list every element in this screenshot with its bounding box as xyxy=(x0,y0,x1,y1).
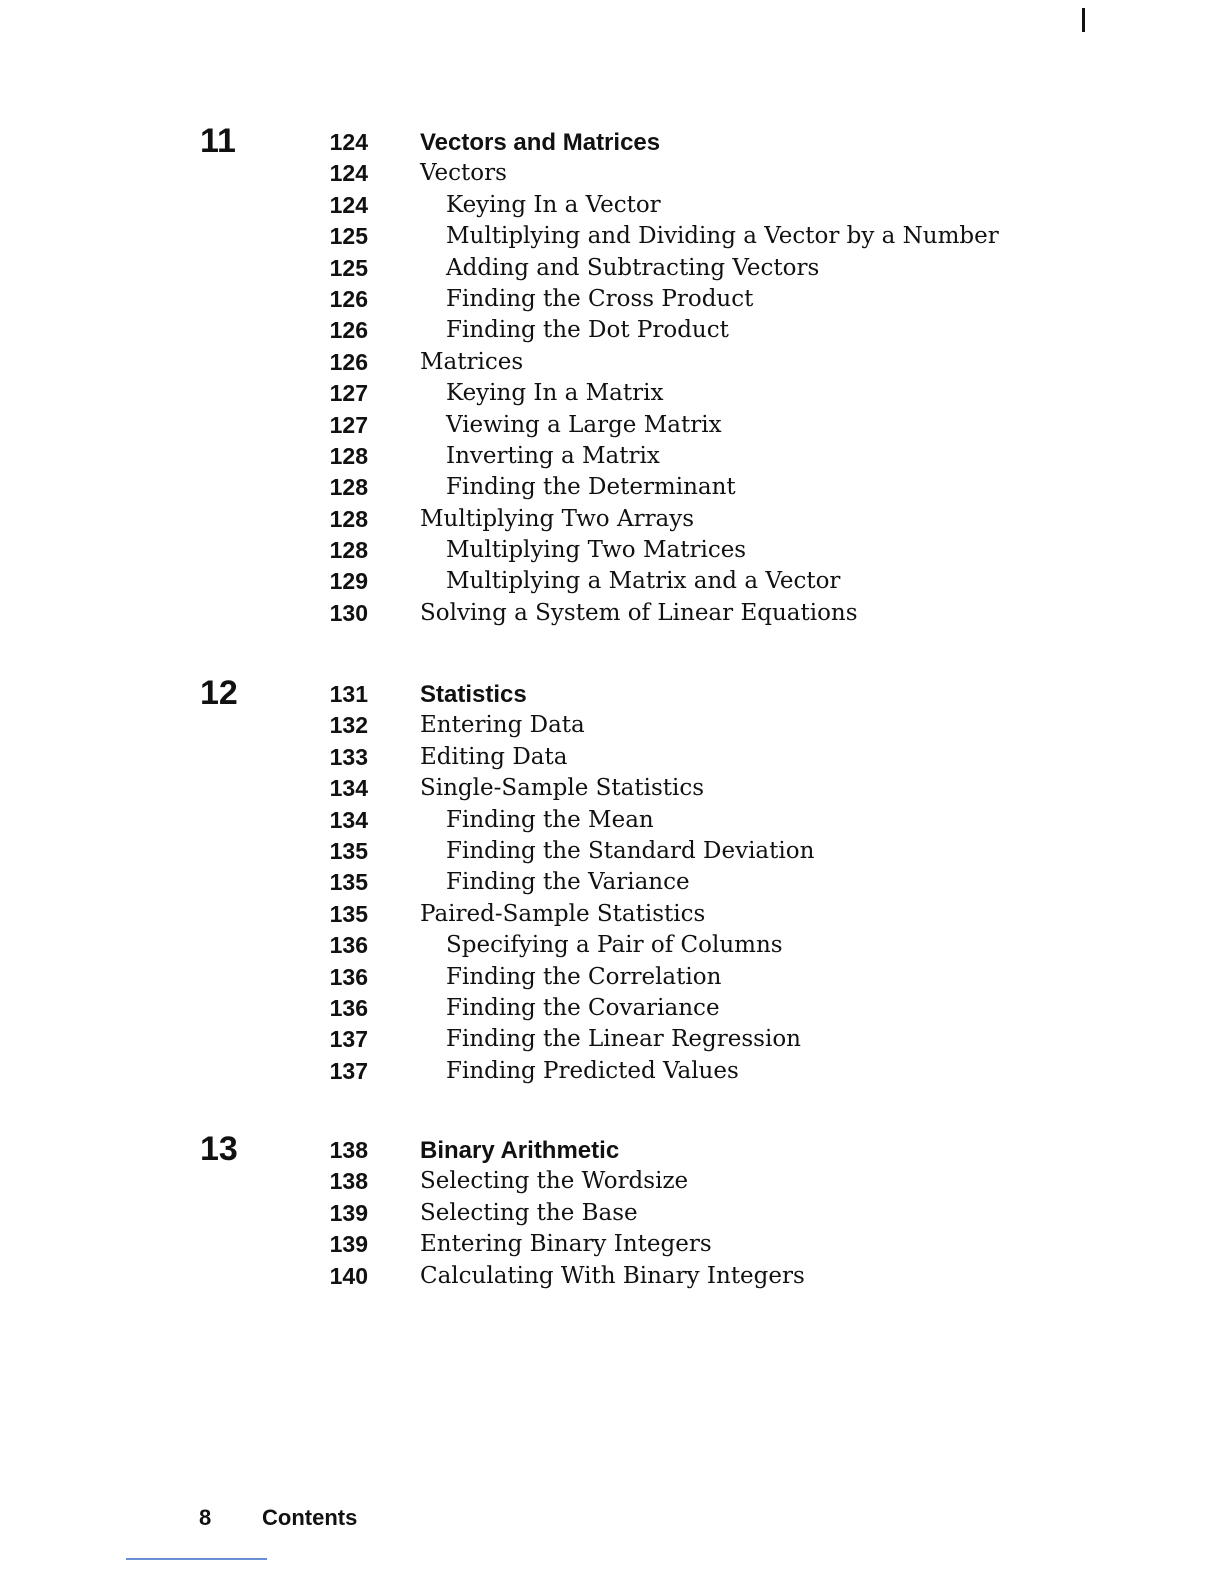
chapter-number: 12 xyxy=(200,674,238,712)
subsection-title: Inverting a Matrix xyxy=(446,442,660,469)
chapter-title: Vectors and Matrices xyxy=(420,129,661,156)
section-title: Entering Binary Integers xyxy=(420,1231,712,1258)
toc-entry[interactable] xyxy=(0,1024,1224,1055)
chapter-13 xyxy=(0,1130,1224,1292)
page-number: 136 xyxy=(329,932,368,959)
toc-entry[interactable] xyxy=(0,410,1224,441)
toc-entry[interactable] xyxy=(0,1198,1224,1229)
margin-mark xyxy=(1082,8,1085,32)
subsection-title: Finding the Correlation xyxy=(446,963,722,990)
subsection-title: Finding the Dot Product xyxy=(446,317,729,344)
subsection-title: Viewing a Large Matrix xyxy=(446,411,722,438)
toc-entry[interactable] xyxy=(0,598,1224,629)
page-number: 125 xyxy=(329,223,368,250)
subsection-title: Finding the Standard Deviation xyxy=(446,837,815,864)
toc-entry[interactable] xyxy=(0,710,1224,741)
page-number: 135 xyxy=(329,869,368,896)
page-number: 136 xyxy=(329,994,368,1021)
toc-entry[interactable] xyxy=(0,127,1224,158)
toc-entry[interactable] xyxy=(0,158,1224,189)
page-number: 137 xyxy=(329,1057,368,1084)
subsection-title: Specifying a Pair of Columns xyxy=(446,932,783,959)
page-number: 124 xyxy=(329,191,368,218)
toc-entry[interactable] xyxy=(0,836,1224,867)
subsection-title: Finding the Variance xyxy=(446,869,690,896)
chapter-number: 13 xyxy=(200,1130,238,1168)
page-number: 128 xyxy=(329,505,368,532)
toc-entry[interactable] xyxy=(0,378,1224,409)
footer-page-number: 8 xyxy=(199,1505,212,1530)
page-number: 135 xyxy=(329,900,368,927)
page-number: 128 xyxy=(329,537,368,564)
section-title: Editing Data xyxy=(420,743,568,770)
page-number: 137 xyxy=(329,1026,368,1053)
section-title: Multiplying Two Arrays xyxy=(420,505,695,532)
page-number: 127 xyxy=(329,380,368,407)
page-number: 124 xyxy=(329,129,368,155)
toc-entry[interactable] xyxy=(0,284,1224,315)
page-number: 134 xyxy=(329,806,368,833)
page-number: 134 xyxy=(329,775,368,802)
section-title: Calculating With Binary Integers xyxy=(420,1262,805,1289)
page-number: 124 xyxy=(329,160,368,187)
toc-entry[interactable] xyxy=(0,1229,1224,1260)
subsection-title: Finding Predicted Values xyxy=(446,1057,739,1084)
chapter-title: Binary Arithmetic xyxy=(420,1137,620,1164)
toc-entry[interactable] xyxy=(0,1135,1224,1166)
page-number: 126 xyxy=(329,285,368,312)
page-number: 132 xyxy=(329,712,368,739)
toc-entry[interactable] xyxy=(0,253,1224,284)
page-number: 139 xyxy=(329,1199,368,1226)
toc-entry[interactable] xyxy=(0,930,1224,961)
section-title: Single-Sample Statistics xyxy=(420,775,705,802)
toc-entry[interactable] xyxy=(0,962,1224,993)
subsection-title: Adding and Subtracting Vectors xyxy=(446,254,820,281)
toc-entry[interactable] xyxy=(0,993,1224,1024)
bottom-rule xyxy=(126,1558,267,1560)
subsection-title: Keying In a Matrix xyxy=(446,380,664,407)
page-number: 139 xyxy=(329,1231,368,1258)
subsection-title: Finding the Linear Regression xyxy=(446,1026,801,1053)
page-number: 133 xyxy=(329,743,368,770)
subsection-title: Multiplying and Dividing a Vector by a Number xyxy=(446,223,999,250)
toc-entry[interactable] xyxy=(0,867,1224,898)
subsection-title: Finding the Mean xyxy=(446,806,654,833)
section-title: Solving a System of Linear Equations xyxy=(420,599,858,626)
page-number: 125 xyxy=(329,254,368,281)
toc-entry[interactable] xyxy=(0,190,1224,221)
subsection-title: Keying In a Vector xyxy=(446,191,661,218)
toc-entry[interactable] xyxy=(0,1166,1224,1197)
section-title: Matrices xyxy=(420,348,524,375)
toc-entry[interactable] xyxy=(0,535,1224,566)
toc-list xyxy=(0,127,1224,629)
page-number: 131 xyxy=(329,681,368,707)
subsection-title: Finding the Cross Product xyxy=(446,285,754,312)
toc-entry[interactable] xyxy=(0,504,1224,535)
subsection-title: Finding the Covariance xyxy=(446,994,720,1021)
subsection-title: Multiplying Two Matrices xyxy=(446,537,747,564)
toc-entry[interactable] xyxy=(0,315,1224,346)
page-number: 138 xyxy=(329,1168,368,1195)
page-number: 130 xyxy=(329,599,368,626)
page-number: 126 xyxy=(329,348,368,375)
toc-entry[interactable] xyxy=(0,1261,1224,1292)
toc-entry[interactable] xyxy=(0,221,1224,252)
page-number: 138 xyxy=(329,1137,368,1163)
toc-entry[interactable] xyxy=(0,441,1224,472)
toc-entry[interactable] xyxy=(0,742,1224,773)
page-number: 129 xyxy=(329,568,368,595)
toc-entry[interactable] xyxy=(0,1056,1224,1087)
toc-entry[interactable] xyxy=(0,805,1224,836)
page-number: 135 xyxy=(329,837,368,864)
section-title: Vectors xyxy=(420,160,507,187)
toc-entry[interactable] xyxy=(0,347,1224,378)
chapter-12 xyxy=(0,674,1224,1087)
section-title: Selecting the Base xyxy=(420,1199,638,1226)
page-number: 126 xyxy=(329,317,368,344)
page-number: 128 xyxy=(329,442,368,469)
toc-entry[interactable] xyxy=(0,679,1224,710)
subsection-title: Finding the Determinant xyxy=(446,474,736,501)
toc-entry[interactable] xyxy=(0,472,1224,503)
subsection-title: Multiplying a Matrix and a Vector xyxy=(446,568,841,595)
page-number: 128 xyxy=(329,474,368,501)
toc-list xyxy=(0,679,1224,1087)
chapter-11 xyxy=(0,122,1224,629)
page-number: 127 xyxy=(329,411,368,438)
section-title: Selecting the Wordsize xyxy=(420,1168,689,1195)
chapter-number: 11 xyxy=(200,122,236,160)
footer-label: Contents xyxy=(262,1505,358,1530)
page-number: 136 xyxy=(329,963,368,990)
section-title: Entering Data xyxy=(420,712,585,739)
section-title: Paired-Sample Statistics xyxy=(420,900,706,927)
page-number: 140 xyxy=(329,1262,368,1289)
chapter-title: Statistics xyxy=(420,681,527,708)
toc-list xyxy=(0,1135,1224,1292)
toc-entry[interactable] xyxy=(0,773,1224,804)
toc-entry[interactable] xyxy=(0,899,1224,930)
toc-entry[interactable] xyxy=(0,566,1224,597)
